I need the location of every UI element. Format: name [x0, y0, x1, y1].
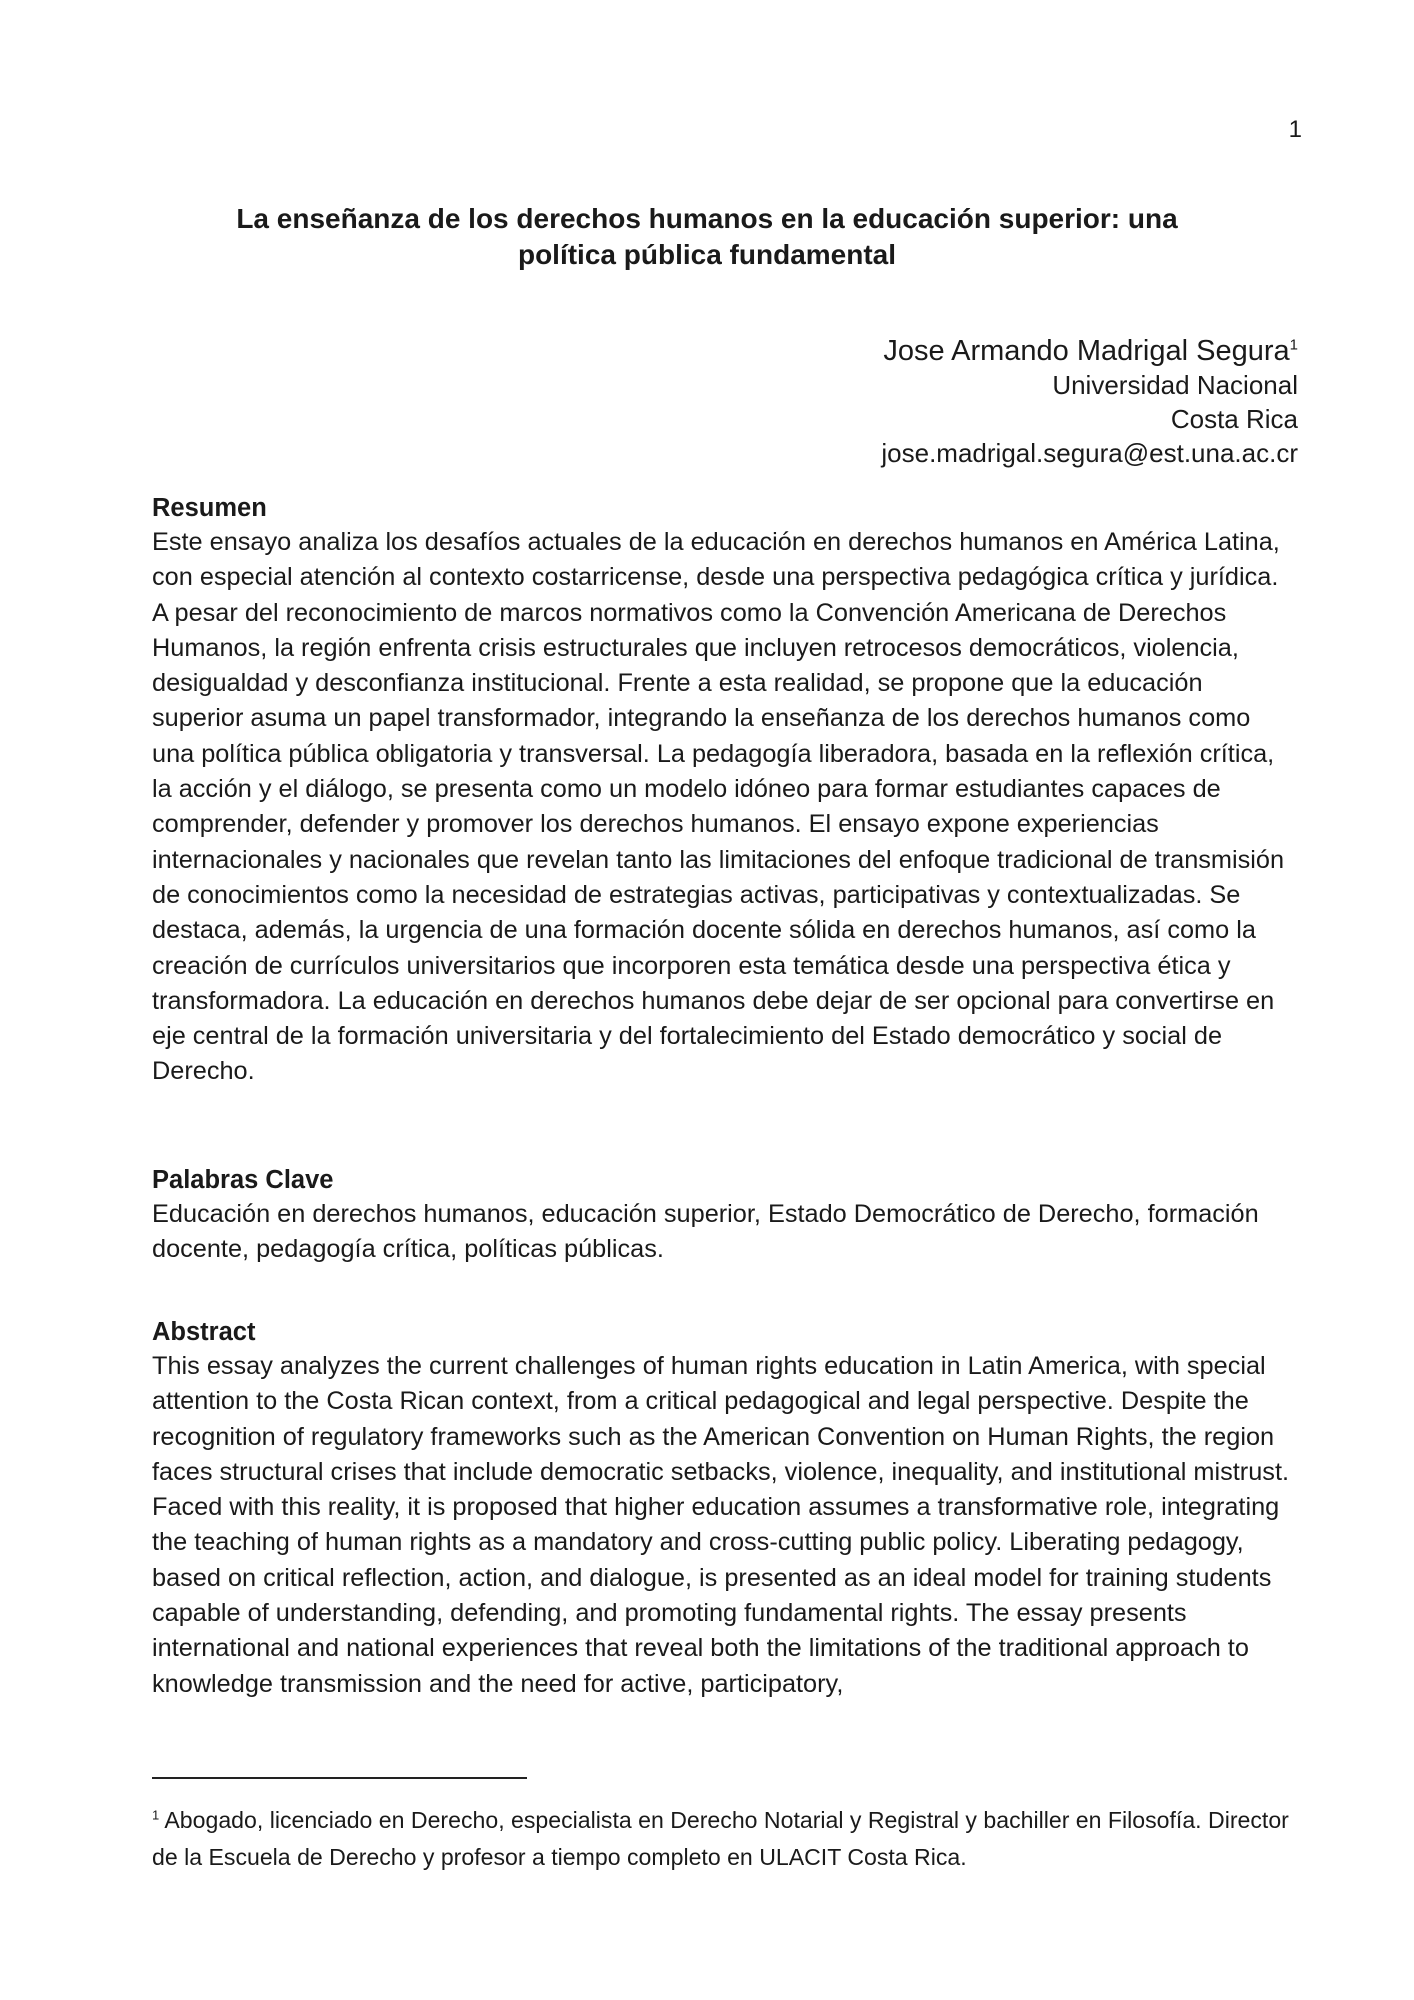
abstract-heading: Abstract	[152, 1318, 256, 1346]
author-affiliation: Universidad Nacional	[1052, 370, 1298, 400]
author-country: Costa Rica	[1170, 404, 1298, 434]
page-number: 1	[1288, 116, 1302, 143]
resumen-text: Este ensayo analiza los desafíos actuales de la educación en derechos humanos en América Latina, con especial atención al contexto costarricense, desde una perspectiva pedagógica crítica y jurídica. A pesar del reconocimiento de marcos normativos como la Convención Americana de Derechos Humanos, la región enfrenta crisis estructurales que incluyen retrocesos democráticos, violencia, desigualdad y desconfianza institucional. Frente a esta realidad, se propone que la educación superior asuma un papel transformador, integrando la enseñanza de los derechos humanos como una política pública obligatoria y transversal. La pedagogía liberadora, basada en la reflexión crítica, la acción y el diálogo, se presenta como un modelo idóneo para formar estudiantes capaces de comprender, defender y promover los derechos humanos. El ensayo expone experiencias internacionales y nacionales que revelan tanto las limitaciones del enfoque tradicional de transmisión de conocimientos como la necesidad de estrategias activas, participativas y contextualizadas. Se destaca, además, la urgencia de una formación docente sólida en derechos humanos, así como la creación de currículos universitarios que incorporen esta temática desde una perspectiva ética y transformadora. La educación en derechos humanos debe dejar de ser opcional para convertirse en eje central de la formación universitaria y del fortalecimiento del Estado democrático y social de Derecho.	[152, 528, 1285, 1086]
title-line-1: La enseñanza de los derechos humanos en la educación superior: una	[236, 203, 1178, 234]
author-name: Jose Armando Madrigal Segura	[883, 335, 1290, 367]
author-block	[881, 334, 1298, 470]
abstract-section	[152, 1316, 1292, 1702]
title-line-2: política pública fundamental	[517, 239, 897, 270]
author-name-line	[881, 334, 1298, 368]
paper-title	[150, 201, 1264, 273]
abstract-text: This essay analyzes the current challenges of human rights education in Latin America, with special attention to the Costa Rican context, from a critical pedagogical and legal perspective. Despite the recognition of regulatory frameworks such as the American Convention on Human Rights, the region faces structural crises that include democratic setbacks, violence, inequality, and institutional mistrust. Faced with this reality, it is proposed that higher education assumes a transformative role, integrating the teaching of human rights as a mandatory and cross-cutting public policy. Liberating pedagogy, based on critical reflection, action, and dialogue, is presented as an ideal model for training students capable of understanding, defending, and promoting fundamental rights. The essay presents international and national experiences that reveal both the limitations of the traditional approach to knowledge transmission and the need for active, participatory,	[152, 1352, 1290, 1698]
author-footnote-marker[interactable]: 1	[1289, 336, 1298, 354]
author-email[interactable]: jose.madrigal.segura@est.una.ac.cr	[881, 438, 1298, 468]
keywords-text: Educación en derechos humanos, educación superior, Estado Democrático de Derecho, formación docente, pedagogía crítica, políticas públicas.	[152, 1200, 1259, 1264]
resumen-section	[152, 492, 1292, 1090]
footnote	[152, 1802, 1302, 1876]
footnote-divider	[152, 1777, 527, 1779]
keywords-section	[152, 1164, 1292, 1268]
footnote-marker: 1	[152, 1807, 160, 1823]
resumen-heading: Resumen	[152, 494, 267, 522]
footnote-text: Abogado, licenciado en Derecho, especialista en Derecho Notarial y Registral y bachiller en Filosofía. Director de la Escuela de Derecho y profesor a tiempo completo en ULACIT Costa Rica.	[152, 1807, 1289, 1870]
keywords-heading: Palabras Clave	[152, 1166, 334, 1194]
